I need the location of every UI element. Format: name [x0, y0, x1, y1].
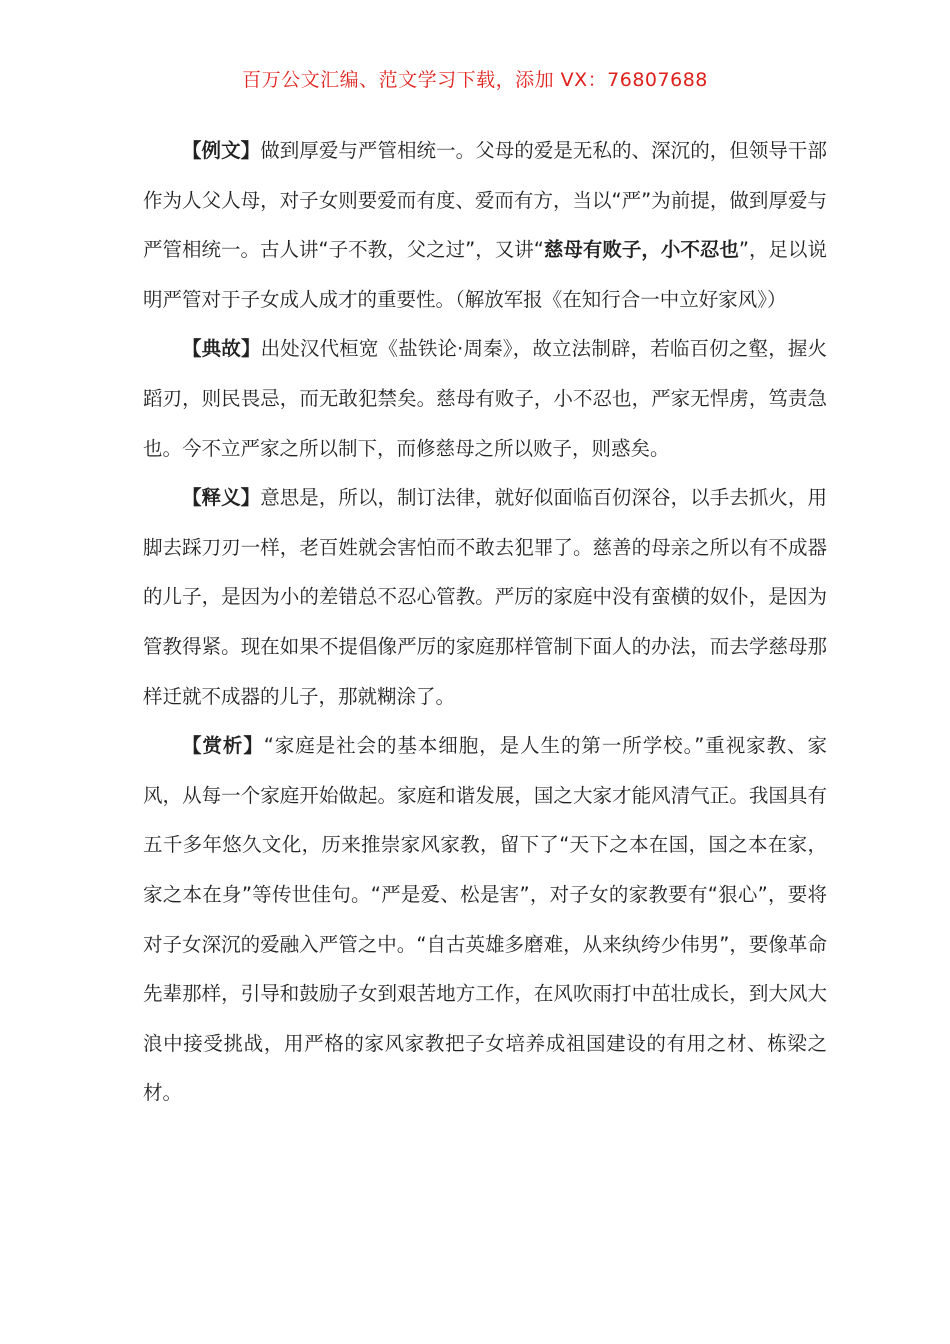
document-body: [143, 126, 827, 1118]
meaning-text: 意思是，所以，制订法律，就好似面临百仞深谷，以手去抓火，用脚去踩刀刃一样，老百姓就会害怕而不敢去犯罪了。慈善的母亲之所以有不成器的儿子，是因为小的差错总不忍心管教。严厉的家庭中没有蛮横的奴仆，是因为管教得紧。现在如果不提倡像严厉的家庭那样管制下面人的办法，而去学慈母那样迁就不成器的儿子，那就糊涂了。: [143, 486, 827, 708]
meaning-paragraph: [143, 473, 827, 721]
download-banner: 百万公文汇编、范文学习下载，添加 VX：76807688: [242, 69, 708, 91]
origin-tag: 【典故】: [182, 337, 261, 361]
example-bold-quote: 慈母有败子，小不忍也: [543, 238, 739, 262]
example-paragraph: [143, 126, 827, 324]
example-text-a: 做到厚爱与严管相统一。父母的爱是无私的、深沉的，但领导干部作为人父人母，对子女则要爱而有度、爱而有方，当以“严”为前提，做到厚爱与严管相统一。古人讲“子不教，父之过”，又讲“: [143, 139, 827, 262]
appreciation-text: “家庭是社会的基本细胞，是人生的第一所学校。”重视家教、家风，从每一个家庭开始做起。家庭和谐发展，国之大家才能风清气正。我国具有五千多年悠久文化，历来推崇家风家教，留下了“天下之本在国，国之本在家，家之本在身”等传世佳句。“严是爱、松是害”，对子女的家教要有“狠心”，要将对子女深沉的爱融入严管之中。“自古英雄多磨难，从来纨绔少伟男”，要像革命先辈那样，引导和鼓励子女到艰苦地方工作，在风吹雨打中茁壮成长，到大风大浪中接受挑战，用严格的家风家教把子女培养成祖国建设的有用之材、栋梁之材。: [143, 734, 827, 1105]
example-text-b: ”，足以说明严管对于子女成人成才的重要性。（解放军报《在知行合一中立好家风》）: [143, 238, 827, 311]
origin-text: 出处汉代桓宽《盐铁论·周秦》，故立法制辟，若临百仞之壑，握火蹈刃，则民畏忌，而无敢犯禁矣。慈母有败子，小不忍也，严家无悍虏，笃责急也。今不立严家之所以制下，而修慈母之所以败子，则惑矣。: [143, 337, 827, 460]
appreciation-paragraph: [143, 721, 827, 1118]
meaning-tag: 【释义】: [182, 486, 261, 510]
appreciation-tag: 【赏析】: [182, 734, 264, 758]
example-tag: 【例文】: [182, 139, 261, 162]
origin-paragraph: [143, 324, 827, 473]
